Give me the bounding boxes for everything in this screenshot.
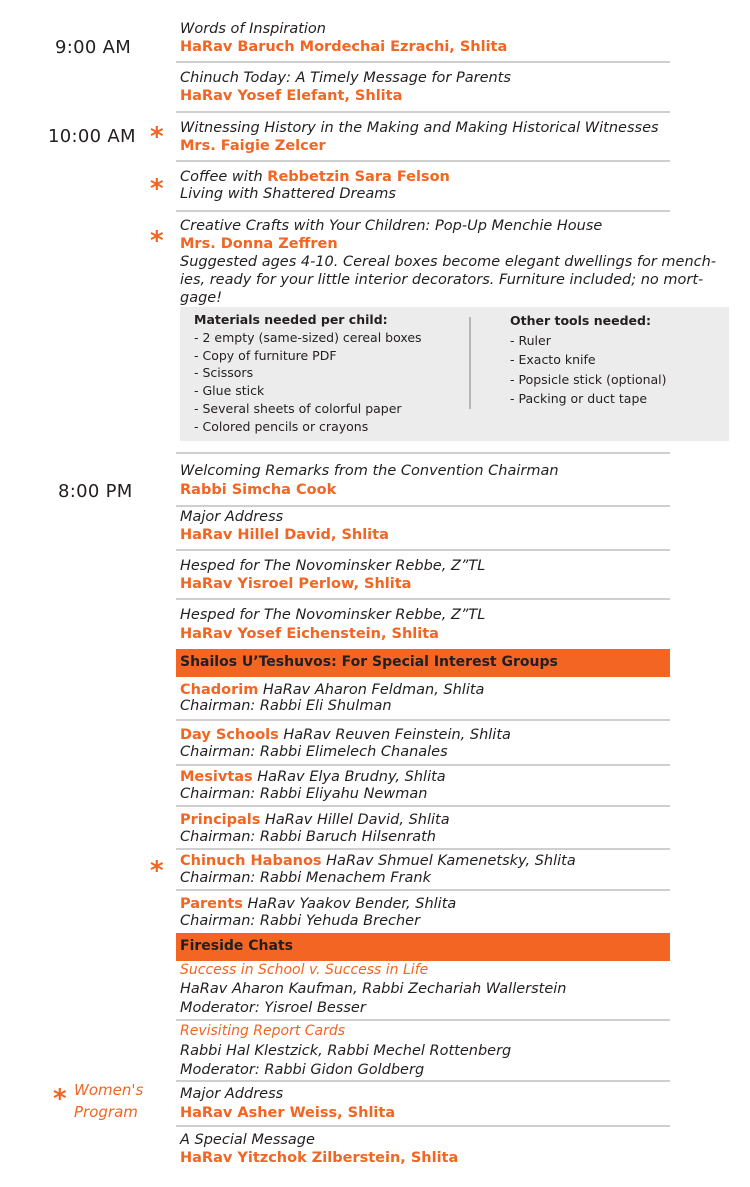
divider bbox=[176, 452, 670, 454]
tools-list bbox=[510, 311, 667, 409]
divider bbox=[176, 210, 670, 212]
group-row bbox=[180, 767, 446, 786]
materials-heading: Materials needed per child: bbox=[194, 312, 388, 327]
session-speaker: HaRav Yosef Elefant, Shlita bbox=[180, 88, 403, 104]
legend-label: Program bbox=[74, 1103, 138, 1121]
group-chairman: Chairman: Rabbi Eliyahu Newman bbox=[180, 786, 428, 802]
group-row bbox=[180, 810, 450, 829]
group-speaker: HaRav Reuven Feinstein, Shlita bbox=[278, 727, 511, 743]
divider bbox=[176, 549, 670, 551]
materials-list bbox=[194, 311, 422, 436]
divider bbox=[176, 1080, 670, 1082]
chat-moderator: Moderator: Yisroel Besser bbox=[180, 1000, 366, 1016]
group-label: Parents bbox=[180, 896, 243, 912]
session-title: Major Address bbox=[180, 1086, 284, 1102]
list-item: - Glue stick bbox=[194, 383, 265, 399]
session-speaker: Rebbetzin Sara Felson bbox=[267, 169, 450, 185]
divider bbox=[176, 719, 670, 721]
session-title: Witnessing History in the Making and Making Historical Witnesses bbox=[180, 120, 659, 136]
section-header-fireside bbox=[176, 933, 670, 961]
list-item: - Ruler bbox=[510, 332, 551, 348]
session-speaker: HaRav Asher Weiss, Shlita bbox=[180, 1105, 396, 1121]
group-speaker: HaRav Aharon Feldman, Shlita bbox=[258, 682, 485, 698]
womens-program-star: * bbox=[150, 174, 164, 204]
session-description: Suggested ages 4-10. Cereal boxes become elegant dwellings for mench- bbox=[180, 254, 717, 270]
session-speaker: Rabbi Simcha Cook bbox=[180, 482, 337, 498]
group-chairman: Chairman: Rabbi Elimelech Chanales bbox=[180, 744, 448, 760]
womens-program-star: * bbox=[150, 856, 164, 886]
section-heading: Fireside Chats bbox=[180, 938, 293, 954]
list-item: - Copy of furniture PDF bbox=[194, 347, 337, 363]
session-description: ies, ready for your little interior decorators. Furniture included; no mort- bbox=[180, 272, 704, 288]
group-speaker: HaRav Yaakov Bender, Shlita bbox=[242, 896, 457, 912]
list-item: - Packing or duct tape bbox=[510, 391, 648, 407]
session-speaker: HaRav Yosef Eichenstein, Shlita bbox=[180, 626, 439, 642]
session-title: Major Address bbox=[180, 509, 284, 525]
group-chairman: Chairman: Rabbi Eli Shulman bbox=[180, 698, 392, 714]
group-row bbox=[180, 725, 511, 744]
group-speaker: HaRav Shmuel Kamenetsky, Shlita bbox=[321, 853, 576, 869]
divider bbox=[176, 1125, 670, 1127]
divider bbox=[176, 889, 670, 891]
chat-speakers: HaRav Aharon Kaufman, Rabbi Zechariah Wallerstein bbox=[180, 981, 567, 997]
divider bbox=[176, 598, 670, 600]
divider bbox=[176, 505, 670, 507]
session-speaker: HaRav Hillel David, Shlita bbox=[180, 527, 389, 543]
session-speaker: Mrs. Donna Zeffren bbox=[180, 236, 338, 252]
tools-heading: Other tools needed: bbox=[510, 313, 651, 328]
divider bbox=[176, 848, 670, 850]
group-chairman: Chairman: Rabbi Baruch Hilsenrath bbox=[180, 829, 436, 845]
session-title: Creative Crafts with Your Children: Pop-Up Menchie House bbox=[180, 218, 603, 234]
session-description: gage! bbox=[180, 290, 223, 306]
section-heading: Shailos U’Teshuvos: For Special Interest Groups bbox=[180, 654, 558, 670]
divider bbox=[176, 805, 670, 807]
section-header-shailos bbox=[176, 649, 670, 677]
group-label: Principals bbox=[180, 812, 261, 828]
session-title: Hesped for The Novominsker Rebbe, Z”TL bbox=[180, 558, 486, 574]
legend-star: * bbox=[53, 1084, 67, 1114]
session-speaker: HaRav Yitzchok Zilberstein, Shlita bbox=[180, 1150, 459, 1166]
group-speaker: HaRav Hillel David, Shlita bbox=[260, 812, 450, 828]
list-item: - Exacto knife bbox=[510, 352, 596, 368]
session-subtitle: Living with Shattered Dreams bbox=[180, 186, 396, 202]
group-label: Chadorim bbox=[180, 682, 259, 698]
group-label: Day Schools bbox=[180, 727, 279, 743]
divider bbox=[176, 764, 670, 766]
divider bbox=[176, 1019, 670, 1021]
session-title: Words of Inspiration bbox=[180, 21, 326, 37]
legend-label: Women's bbox=[74, 1081, 144, 1099]
materials-divider bbox=[469, 317, 471, 409]
time-8pm: 8:00 PM bbox=[58, 481, 133, 502]
session-title: Chinuch Today: A Timely Message for Parents bbox=[180, 70, 511, 86]
chat-topic: Success in School v. Success in Life bbox=[180, 962, 429, 978]
list-item: - Popsicle stick (optional) bbox=[510, 371, 667, 387]
session-speaker: Mrs. Faigie Zelcer bbox=[180, 138, 326, 154]
time-9am: 9:00 AM bbox=[55, 37, 132, 58]
divider bbox=[176, 160, 670, 162]
list-item: - Several sheets of colorful paper bbox=[194, 400, 402, 416]
chat-topic: Revisiting Report Cards bbox=[180, 1023, 346, 1039]
group-label: Mesivtas bbox=[180, 769, 253, 785]
chat-speakers: Rabbi Hal Klestzick, Rabbi Mechel Rottenberg bbox=[180, 1043, 512, 1059]
group-row bbox=[180, 851, 576, 870]
session-title: Hesped for The Novominsker Rebbe, Z”TL bbox=[180, 607, 486, 623]
session-speaker: HaRav Baruch Mordechai Ezrachi, Shlita bbox=[180, 39, 508, 55]
session-title: A Special Message bbox=[180, 1132, 315, 1148]
time-10am: 10:00 AM bbox=[48, 126, 136, 147]
womens-program-star: * bbox=[150, 122, 164, 152]
session-speaker: HaRav Yisroel Perlow, Shlita bbox=[180, 576, 412, 592]
list-item: - 2 empty (same-sized) cereal boxes bbox=[194, 329, 422, 345]
group-row bbox=[180, 894, 456, 913]
list-item: - Scissors bbox=[194, 365, 254, 381]
divider bbox=[176, 61, 670, 63]
womens-program-star: * bbox=[150, 226, 164, 256]
list-item: - Colored pencils or crayons bbox=[194, 418, 369, 434]
group-chairman: Chairman: Rabbi Menachem Frank bbox=[180, 870, 431, 886]
divider bbox=[176, 111, 670, 113]
group-speaker: HaRav Elya Brudny, Shlita bbox=[252, 769, 446, 785]
session-title: Coffee with bbox=[180, 169, 268, 185]
session-title: Welcoming Remarks from the Convention Chairman bbox=[180, 463, 559, 479]
session-title-row bbox=[180, 167, 450, 186]
chat-moderator: Moderator: Rabbi Gidon Goldberg bbox=[180, 1062, 425, 1078]
group-label: Chinuch Habanos bbox=[180, 853, 322, 869]
group-chairman: Chairman: Rabbi Yehuda Brecher bbox=[180, 913, 421, 929]
